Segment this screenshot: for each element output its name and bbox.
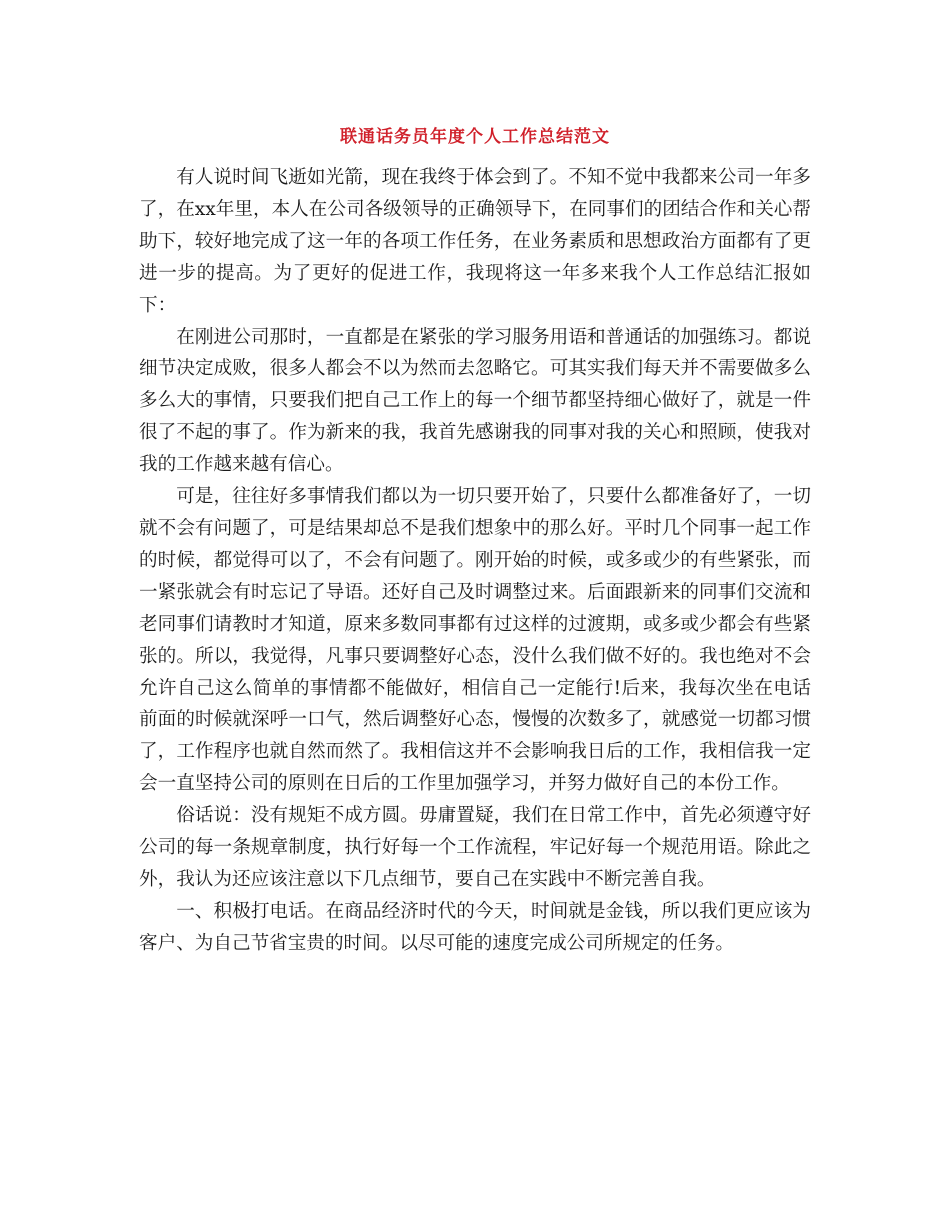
document-body xyxy=(139,162,811,960)
paragraph-adjustment: 可是，往往好多事情我们都以为一切只要开始了，只要什么都准备好了，一切就不会有问题了，可是结果却总不是我们想象中的那么好。平时几个同事一起工作的时候，都觉得可以了，不会有问题了。刚开始的时候，或多或少的有些紧张，而一紧张就会有时忘记了导语。还好自己及时调整过来。后面跟新来的同事们交流和老同事们请教时才知道，原来多数同事都有过这样的过渡期，或多或少都会有些紧张的。所以，我觉得，凡事只要调整好心态，没什么我们做不好的。我也绝对不会允许自己这么简单的事情都不能做好，相信自己一定能行!后来，我每次坐在电话前面的时候就深呼一口气，然后调整好心态，慢慢的次数多了，就感觉一切都习惯了，工作程序也就自然而然了。我相信这并不会影响我日后的工作，我相信我一定会一直坚持公司的原则在日后的工作里加强学习，并努力做好自己的本份工作。 xyxy=(139,486,811,795)
paragraph-details: 在刚进公司那时，一直都是在紧张的学习服务用语和普通话的加强练习。都说细节决定成败，很多人都会不以为然而去忽略它。可其实我们每天并不需要做多么多么大的事情，只要我们把自己工作上的每一个细节都坚持细心做好了，就是一件很了不起的事了。作为新来的我，我首先感谢我的同事对我的关心和照顾，使我对我的工作越来越有信心。 xyxy=(139,326,811,476)
document-title: 联通话务员年度个人工作总结范文 xyxy=(340,127,610,147)
paragraph-rules: 俗话说：没有规矩不成方圆。毋庸置疑，我们在日常工作中，首先必须遵守好公司的每一条规章制度，执行好每一个工作流程，牢记好每一个规范用语。除此之外，我认为还应该注意以下几点细节，要自己在实践中不断完善自我。 xyxy=(139,805,811,890)
paragraph-point-one: 一、积极打电话。在商品经济时代的今天，时间就是金钱，所以我们更应该为客户、为自己节省宝贵的时间。以尽可能的速度完成公司所规定的任务。 xyxy=(139,900,811,954)
paragraph-intro: 有人说时间飞逝如光箭，现在我终于体会到了。不知不觉中我都来公司一年多了，在xx年里，本人在公司各级领导的正确领导下，在同事们的团结合作和关心帮助下，较好地完成了这一年的各项工作任务，在业务素质和思想政治方面都有了更进一步的提高。为了更好的促进工作，我现将这一年多来我个人工作总结汇报如下： xyxy=(139,167,811,316)
